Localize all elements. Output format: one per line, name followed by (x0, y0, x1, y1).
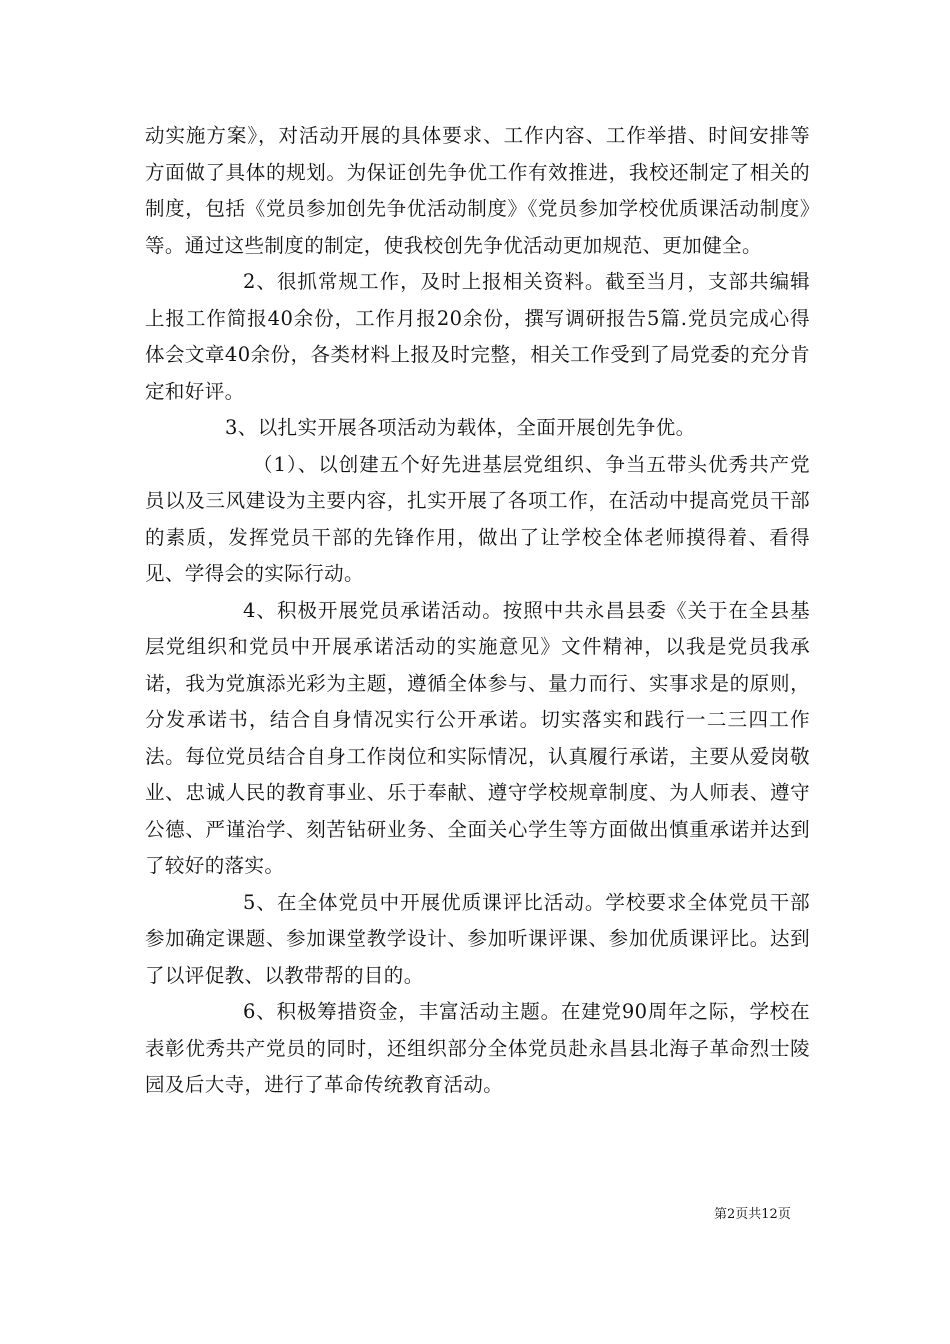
document-body (145, 118, 810, 1104)
paragraph-continued-plan: 动实施方案》，对活动开展的具体要求、工作内容、工作举措、时间安排等方面做了具体的规划。为保证创先争优工作有效推进，我校还制定了相关的制度，包括《党员参加创先争优活动制度》《党员参加学校优质课活动制度》等。通过这些制度的制定，使我校创先争优活动更加规范、更加健全。 (145, 124, 810, 257)
paragraph-routine-work: 2、很抓常规工作，及时上报相关资料。截至当月，支部共编辑上报工作简报40余份，工作月报20余份，撰写调研报告5篇.党员完成心得体会文章40余份，各类材料上报及时完整，相关工作受到了局党委的充分肯定和好评。 (145, 270, 810, 403)
paragraph-activities-carrier: 3、以扎实开展各项活动为载体，全面开展创先争优。 (225, 416, 696, 439)
paragraph-funding-activities: 6、积极筹措资金，丰富活动主题。在建党90周年之际，学校在表彰优秀共产党员的同时，还组织部分全体党员赴永昌县北海子革命烈士陵园及后大寺，进行了革命传统教育活动。 (145, 1000, 810, 1096)
paragraph-five-good-organizations: （1）、以创建五个好先进基层党组织、争当五带头优秀共产党员以及三风建设为主要内容，扎实开展了各项工作，在活动中提高党员干部的素质，发挥党员干部的先锋作用，做出了让学校全体老师摸得着、看得见、学得会的实际行动。 (145, 452, 810, 585)
page-number-footer: 第2页共12页 (714, 1207, 791, 1222)
paragraph-member-pledge: 4、积极开展党员承诺活动。按照中共永昌县委《关于在全县基层党组织和党员中开展承诺活动的实施意见》文件精神，以我是党员我承诺，我为党旗添光彩为主题，遵循全体参与、量力而行、实事求是的原则，分发承诺书，结合自身情况实行公开承诺。切实落实和践行一二三四工作法。每位党员结合自身工作岗位和实际情况，认真履行承诺，主要从爱岗敬业、忠诚人民的教育事业、乐于奉献、遵守学校规章制度、为人师表、遵守公德、严谨治学、刻苦钻研业务、全面关心学生等方面做出慎重承诺并达到了较好的落实。 (145, 598, 810, 877)
paragraph-quality-lessons: 5、在全体党员中开展优质课评比活动。学校要求全体党员干部参加确定课题、参加课堂教学设计、参加听课评课、参加优质课评比。达到了以评促教、以教带帮的目的。 (145, 890, 810, 987)
